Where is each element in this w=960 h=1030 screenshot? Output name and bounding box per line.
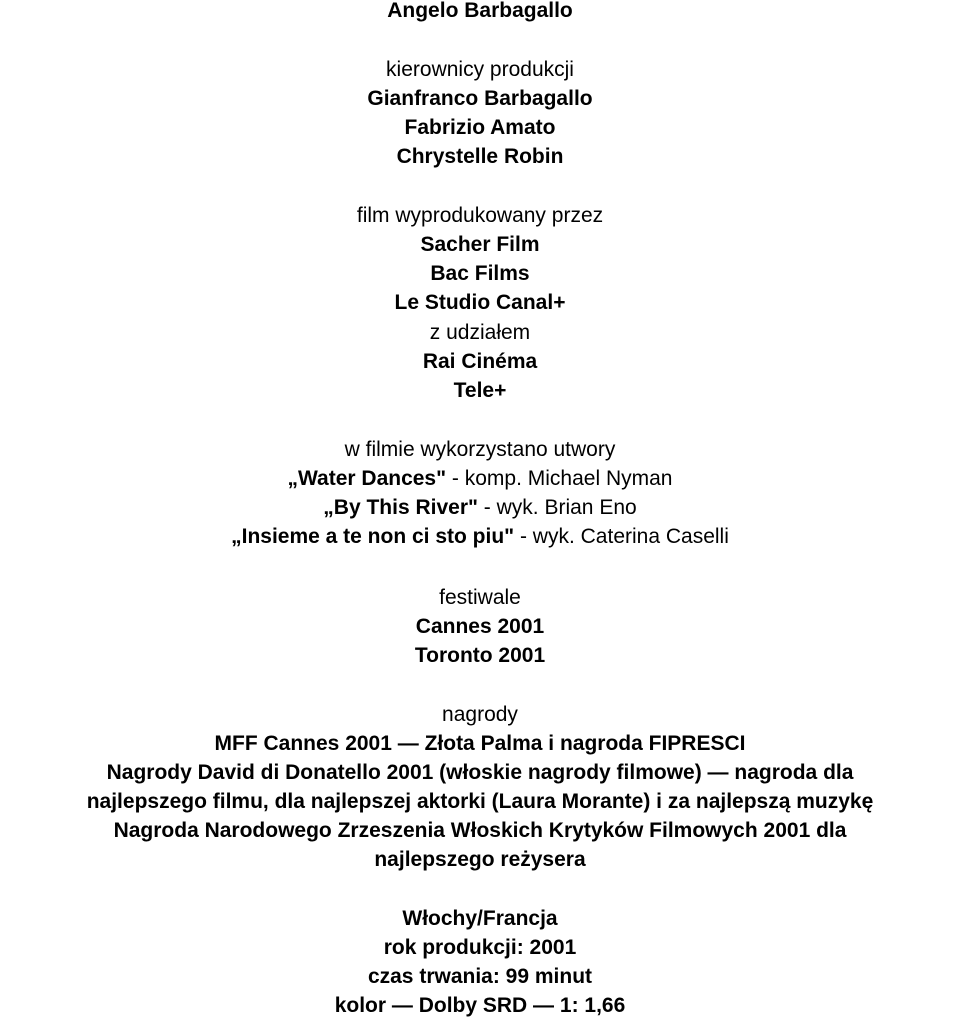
track-credit: - wyk. Caterina Caselli <box>514 525 729 548</box>
award-line: Nagrody David di Donatello 2001 (włoskie nagrody filmowe) — nagroda dla <box>106 761 854 784</box>
producer-name: Le Studio Canal+ <box>394 291 566 314</box>
production-manager-name: Gianfranco Barbagallo <box>367 87 593 110</box>
festival-item: Toronto 2001 <box>414 644 546 667</box>
producer-name: Bac Films <box>430 262 530 285</box>
award-line: najlepszego filmu, dla najlepszej aktorki (Laura Morante) i za najlepszą muzykę <box>86 790 874 813</box>
music-track <box>0 464 960 493</box>
participant-name: Tele+ <box>453 379 507 402</box>
production-manager-name: Chrystelle Robin <box>396 145 564 168</box>
festival-item: Cannes 2001 <box>415 615 545 638</box>
production-managers-heading: kierownicy produkcji <box>386 58 574 81</box>
music-track <box>0 493 960 522</box>
track-title: „Insieme a te non ci sto piu" <box>231 525 515 548</box>
participation-heading: z udziałem <box>429 321 531 344</box>
music-track <box>0 522 960 551</box>
track-title: „By This River" <box>323 496 478 519</box>
production-manager-name: Fabrizio Amato <box>404 116 556 139</box>
participant-name: Rai Cinéma <box>422 350 538 373</box>
music-heading: w filmie wykorzystano utwory <box>344 438 616 461</box>
award-line: Nagroda Narodowego Zrzeszenia Włoskich Krytyków Filmowych 2001 dla <box>113 819 847 842</box>
format: kolor — Dolby SRD — 1: 1,66 <box>334 994 626 1017</box>
country: Włochy/Francja <box>402 907 558 930</box>
runtime: czas trwania: 99 minut <box>367 965 593 988</box>
producers-heading: film wyprodukowany przez <box>356 204 604 227</box>
award-line: najlepszego reżysera <box>374 848 586 871</box>
track-credit: - wyk. Brian Eno <box>477 496 637 519</box>
festivals-heading: festiwale <box>439 586 521 609</box>
producer-name: Sacher Film <box>420 233 540 256</box>
awards-heading: nagrody <box>442 703 518 726</box>
track-credit: - komp. Michael Nyman <box>446 467 673 490</box>
director-name: Angelo Barbagallo <box>387 0 573 22</box>
award-line: MFF Cannes 2001 — Złota Palma i nagroda FIPRESCI <box>214 732 746 755</box>
production-year: rok produkcji: 2001 <box>383 936 577 959</box>
track-title: „Water Dances" <box>287 467 447 490</box>
